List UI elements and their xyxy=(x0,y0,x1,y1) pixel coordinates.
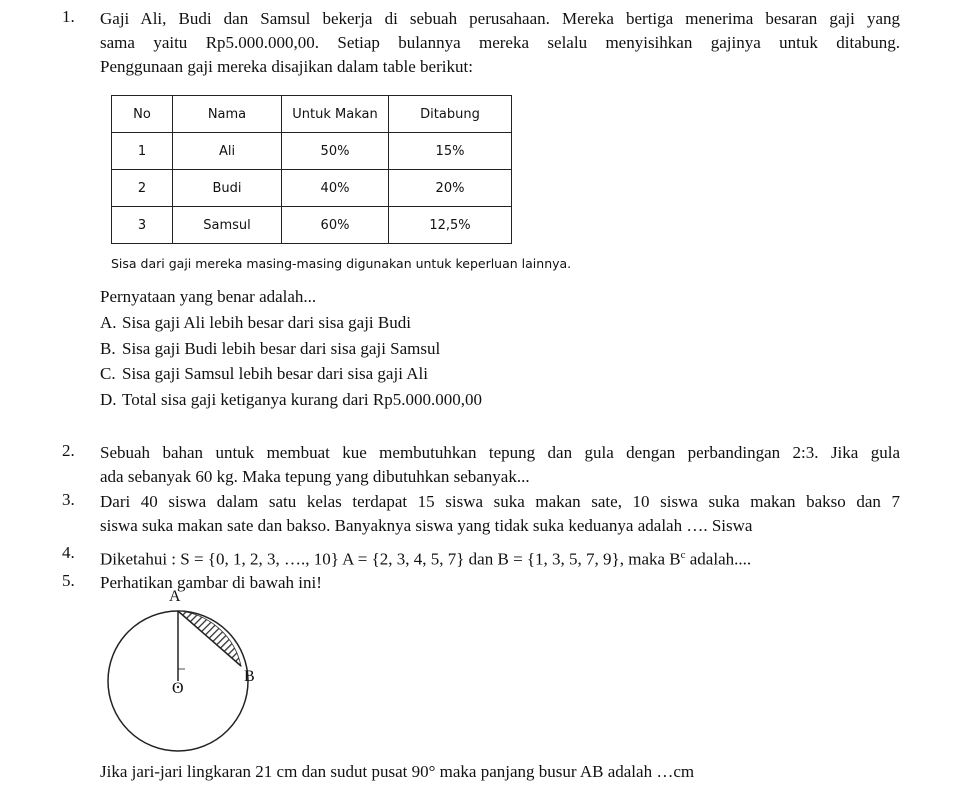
point-o-label: O xyxy=(172,680,184,697)
question-text xyxy=(100,490,900,538)
table-cell: 12,5% xyxy=(389,207,512,244)
table-cell: 2 xyxy=(112,170,173,207)
text-line: Dari 40 siswa dalam satu kelas terdapat 15 siswa suka makan sate, 10 siswa suka makan bakso dan 7 xyxy=(100,492,900,511)
table-cell: Samsul xyxy=(173,207,282,244)
table-cell: 40% xyxy=(282,170,389,207)
option-text: Sisa gaji Ali lebih besar dari sisa gaji Budi xyxy=(122,313,411,332)
table-row xyxy=(112,170,512,207)
answer-option-b xyxy=(100,339,440,359)
question-text xyxy=(100,543,900,572)
text-line: sama yaitu Rp5.000.000,00. Setiap bulannya mereka selalu menyisihkan gajinya untuk ditabung. xyxy=(100,33,900,52)
table-header: Ditabung xyxy=(389,96,512,133)
answer-option-d xyxy=(100,390,482,410)
table-header: Untuk Makan xyxy=(282,96,389,133)
table-header-row xyxy=(112,96,512,133)
option-text: Total sisa gaji ketiganya kurang dari Rp5.000.000,00 xyxy=(122,390,482,409)
question-number: 5. xyxy=(62,571,75,590)
text-line: Gaji Ali, Budi dan Samsul bekerja di sebuah perusahaan. Mereka bertiga menerima besaran gaji yang xyxy=(100,9,900,28)
text-line: Perhatikan gambar di bawah ini! xyxy=(100,573,322,592)
text-segment: Diketahui : S = {0, 1, 2, 3, …., 10} A = {2, 3, 4, 5, 7} dan B = {1, 3, 5, 7, 9}, maka B xyxy=(100,549,681,569)
question-text xyxy=(100,7,900,79)
table-row xyxy=(112,133,512,170)
question-prompt: Pernyataan yang benar adalah... xyxy=(100,287,317,306)
question-text xyxy=(100,441,900,489)
question-number: 4. xyxy=(62,543,75,562)
question-number: 3. xyxy=(62,490,75,509)
question-number: 1. xyxy=(62,7,75,26)
table-cell: 1 xyxy=(112,133,173,170)
text-line: ada sebanyak 60 kg. Maka tepung yang dibutuhkan sebanyak... xyxy=(100,467,530,486)
table-cell: 15% xyxy=(389,133,512,170)
table-cell: Ali xyxy=(173,133,282,170)
table-cell: Budi xyxy=(173,170,282,207)
question-text xyxy=(100,571,900,595)
text-segment: adalah.... xyxy=(685,549,752,569)
text-line: Penggunaan gaji mereka disajikan dalam table berikut: xyxy=(100,57,473,76)
table-cell: 60% xyxy=(282,207,389,244)
answer-option-c xyxy=(100,364,428,384)
table-row xyxy=(112,207,512,244)
table-cell: 20% xyxy=(389,170,512,207)
point-a-label: A xyxy=(169,588,181,605)
question-number: 2. xyxy=(62,441,75,460)
table-header: No xyxy=(112,96,173,133)
option-text: Sisa gaji Samsul lebih besar dari sisa gaji Ali xyxy=(122,364,428,383)
text-line: Sebuah bahan untuk membuat kue membutuhkan tepung dan gula dengan perbandingan 2:3. Jika gula xyxy=(100,443,900,462)
option-letter: C. xyxy=(100,364,116,383)
table-cell: 50% xyxy=(282,133,389,170)
question-5-text: Jika jari-jari lingkaran 21 cm dan sudut pusat 90° maka panjang busur AB adalah …cm xyxy=(100,762,695,781)
salary-table xyxy=(111,95,512,244)
option-letter: D. xyxy=(100,390,117,409)
superscript: c xyxy=(680,549,686,561)
option-text: Sisa gaji Budi lebih besar dari sisa gaji Samsul xyxy=(122,339,441,358)
table-note: Sisa dari gaji mereka masing-masing digunakan untuk keperluan lainnya. xyxy=(111,256,572,271)
table-header: Nama xyxy=(173,96,282,133)
text-line: siswa suka makan sate dan bakso. Banyaknya siswa yang tidak suka keduanya adalah …. Siswa xyxy=(100,516,753,535)
table-cell: 3 xyxy=(112,207,173,244)
answer-option-a xyxy=(100,313,411,333)
option-letter: B. xyxy=(100,339,116,358)
point-b-label: B xyxy=(244,668,255,685)
option-letter: A. xyxy=(100,313,117,332)
